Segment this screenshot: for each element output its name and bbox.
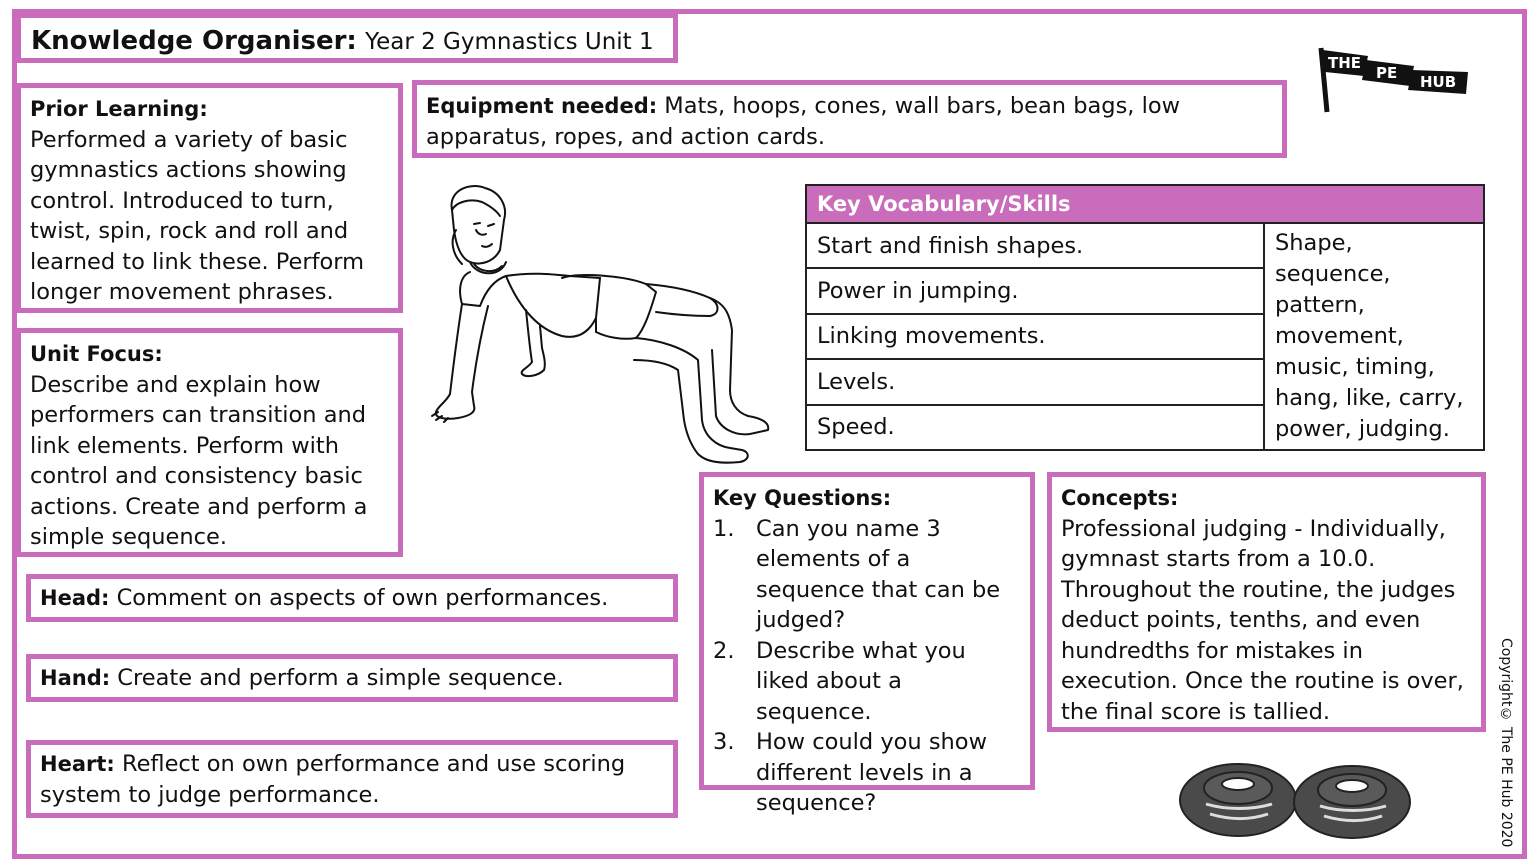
prior-learning-label: Prior Learning: [30,97,208,121]
logo-text-hub: HUB [1420,73,1457,91]
equipment-text: Mats, hoops, cones, wall bars, bean bags, low apparatus, ropes, and action cards. [426,93,1181,150]
prior-learning-text: Performed a variety of basic gymnastics actions showing control. Introduced to turn, twist, spin, rock and roll and learned to link these. Perform longer movement phrases. [30,126,365,305]
skill-cell: Speed. [806,405,1264,450]
vocabulary-header: Key Vocabulary/Skills [806,185,1484,223]
pe-hub-flag-logo [1316,46,1472,116]
key-questions-box [699,472,1035,816]
logo-text-the: THE [1328,54,1362,72]
list-item [713,636,1021,728]
concepts-box [1047,472,1486,732]
skill-cell: Start and finish shapes. [806,223,1264,268]
title-subtitle: Year 2 Gymnastics Unit 1 [365,29,654,55]
vocabulary-words-cell: Shape, sequence, pattern, movement, music, timing, hang, like, carry, power, judging. [1264,223,1484,450]
question-text: Can you name 3 elements of a sequence that can be judged? [756,515,1001,633]
question-text: How could you show different levels in a sequence? [756,729,987,816]
equipment-box [412,80,1287,158]
gymnast-crab-illustration [430,180,780,470]
unit-focus-box [16,328,403,557]
skill-cell: Linking movements. [806,314,1264,359]
list-item [713,727,1021,819]
copyright-text: Copyright© The PE Hub 2020 [1498,638,1514,848]
skill-cell: Power in jumping. [806,268,1264,313]
key-questions-label: Key Questions: [713,486,892,510]
head-label: Head: [40,586,110,610]
unit-focus-label: Unit Focus: [30,342,163,366]
question-number: 1. [713,515,735,542]
list-item [713,514,1021,636]
question-number: 2. [713,637,735,664]
head-text: Comment on aspects of own performances. [116,585,609,611]
heart-box [26,740,678,818]
cones-illustration [1176,748,1416,848]
concepts-text: Professional judging - Individually, gymnast starts from a 10.0. Throughout the routine, the judges deduct points, tenths, and even hundredths for mistakes in execution. Once the routine is over, the final score is tallied. [1061,515,1464,725]
key-questions-list [713,514,1021,819]
equipment-label: Equipment needed: [426,94,658,118]
heart-text: Reflect on own performance and use scoring system to judge performance. [40,751,626,808]
vocabulary-table [805,184,1485,451]
question-number: 3. [713,729,735,755]
logo-text-pe: PE [1376,64,1398,82]
hand-text: Create and perform a simple sequence. [117,665,564,691]
skill-cell: Levels. [806,359,1264,404]
question-text: Describe what you liked about a sequence. [756,637,966,725]
prior-learning-box [16,83,403,313]
concepts-label: Concepts: [1061,486,1179,510]
heart-label: Heart: [40,752,115,776]
hand-label: Hand: [40,666,111,690]
page-title [16,13,678,63]
title-bold: Knowledge Organiser: [31,26,357,56]
unit-focus-text: Describe and explain how performers can transition and link elements. Perform with control and consistency basic actions. Create and perform a simple sequence. [30,371,368,550]
head-box [26,574,678,622]
hand-box [26,654,678,702]
